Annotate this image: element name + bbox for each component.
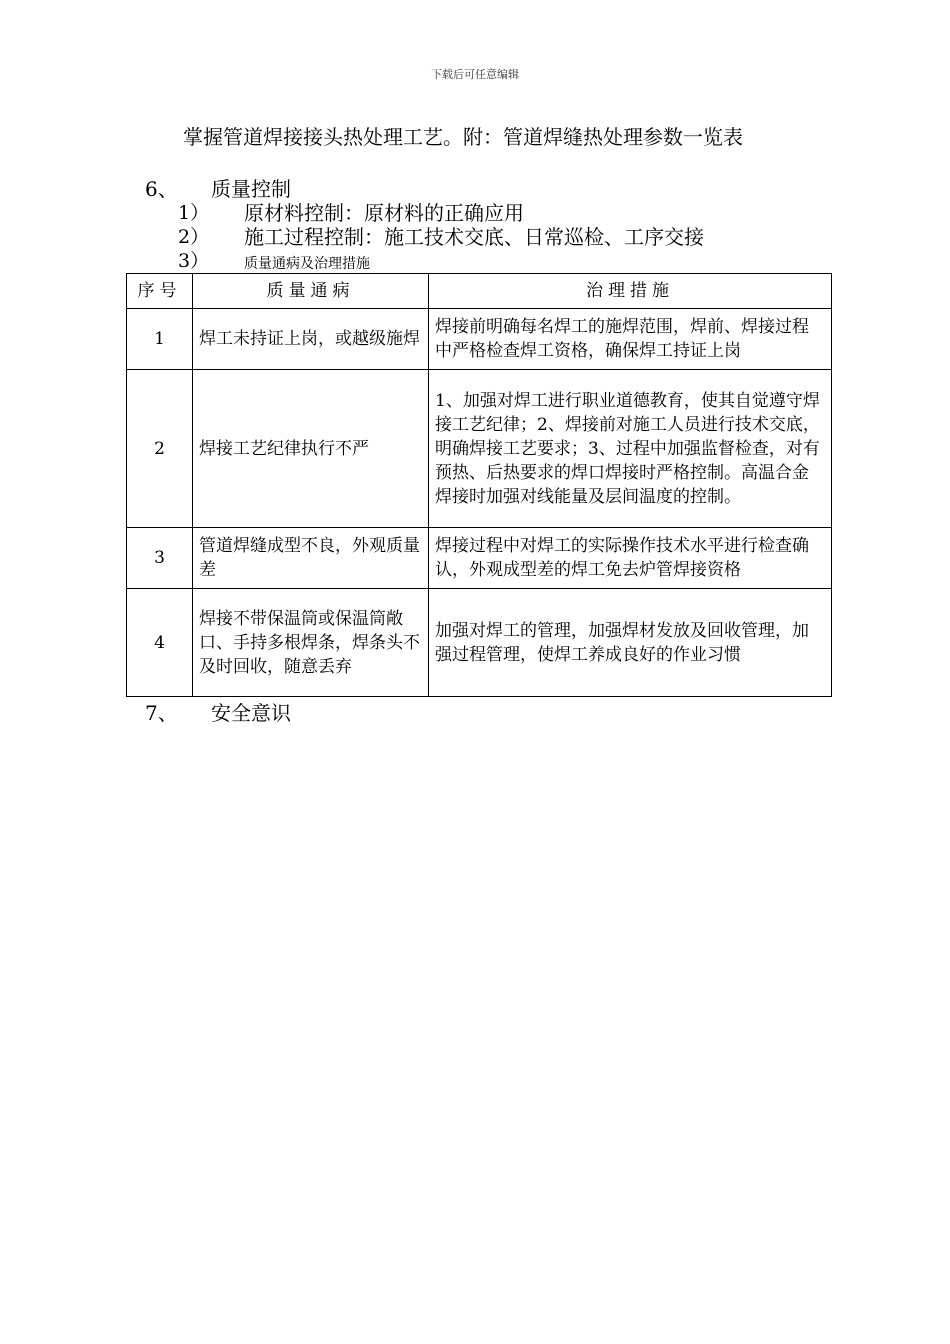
- header-no: 序号: [127, 274, 193, 309]
- row-measure: 1、加强对焊工进行职业道德教育，使其自觉遵守焊接工艺纪律；2、焊接前对施工人员进行技术交底，明确焊接工艺要求；3、过程中加强监督检查，对有预热、后热要求的焊口焊接时严格控制。高温合金焊接时加强对线能量及层间温度的控制。: [429, 370, 832, 528]
- table-header-row: [127, 274, 832, 309]
- row-measure: 焊接前明确每名焊工的施焊范围，焊前、焊接过程中严格检查焊工资格，确保焊工持证上岗: [429, 309, 832, 370]
- section-7-title: 安全意识: [211, 701, 291, 725]
- row-issue: 焊工未持证上岗，或越级施焊: [193, 309, 429, 370]
- row-issue: 焊接工艺纪律执行不严: [193, 370, 429, 528]
- item-text: 施工过程控制：施工技术交底、日常巡检、工序交接: [244, 225, 704, 249]
- item-number: 3）: [178, 250, 210, 272]
- item-text: 质量通病及治理措施: [244, 256, 370, 272]
- item-text: 原材料控制：原材料的正确应用: [244, 201, 524, 225]
- row-number: 2: [127, 370, 193, 528]
- intro-paragraph: 掌握管道焊接接头热处理工艺。附：管道焊缝热处理参数一览表: [183, 125, 743, 149]
- item-number: 2）: [178, 226, 210, 248]
- row-issue: 焊接不带保温筒或保温筒敞口、手持多根焊条，焊条头不及时回收，随意丢弃: [193, 589, 429, 697]
- row-number: 4: [127, 589, 193, 697]
- section-6-number: 6、: [145, 177, 178, 201]
- page-header: 下载后可任意编辑: [431, 68, 519, 81]
- row-number: 3: [127, 528, 193, 589]
- row-measure: 焊接过程中对焊工的实际操作技术水平进行检查确认，外观成型差的焊工免去炉管焊接资格: [429, 528, 832, 589]
- row-measure: 加强对焊工的管理，加强焊材发放及回收管理，加强过程管理，使焊工养成良好的作业习惯: [429, 589, 832, 697]
- quality-issues-table: [126, 273, 832, 697]
- header-issue: 质量通病: [193, 274, 429, 309]
- row-issue: 管道焊缝成型不良，外观质量差: [193, 528, 429, 589]
- header-measure: 治理措施: [429, 274, 832, 309]
- section-7-number: 7、: [145, 701, 178, 725]
- item-number: 1）: [178, 202, 210, 224]
- row-number: 1: [127, 309, 193, 370]
- section-6-title: 质量控制: [211, 177, 291, 201]
- table-row: [127, 528, 832, 589]
- table-row: [127, 370, 832, 528]
- table-row: [127, 589, 832, 697]
- table-row: [127, 309, 832, 370]
